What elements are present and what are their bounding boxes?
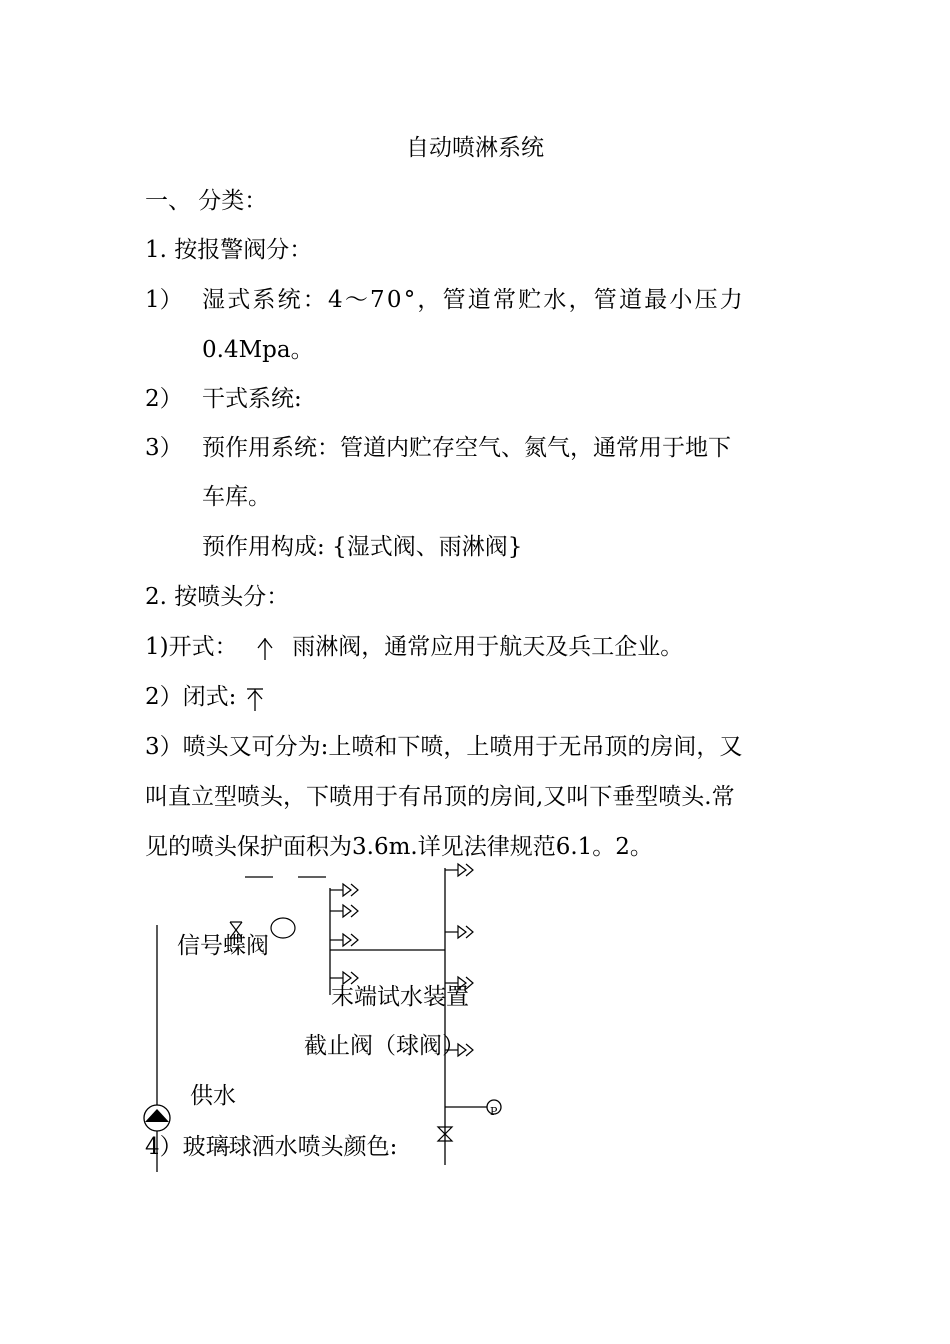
open-type-label: 1)开式：: [145, 634, 238, 660]
sprinkler-icon: [330, 934, 358, 946]
paragraph-3-line2: 叫直立型喷头，下喷用于有吊顶的房间,又叫下垂型喷头.常: [145, 784, 735, 810]
subheading-by-alarm-valve: 1. 按报警阀分：: [145, 237, 313, 263]
item-preaction-composition: 预作用构成: {湿式阀、雨淋阀}: [202, 534, 523, 560]
item-number-1: 1）: [145, 287, 183, 313]
item-dry-system: 干式系统:: [202, 386, 302, 412]
sprinkler-icon: [330, 905, 358, 917]
sprinkler-icon: [330, 884, 358, 896]
sprinkler-icon: [330, 972, 358, 984]
closed-type-label: 2）闭式:: [145, 684, 237, 710]
section-heading-classification: 一、 分类：: [145, 188, 268, 214]
label-water-supply: 供水: [190, 1083, 236, 1109]
item-number-3: 3）: [145, 435, 183, 461]
sprinkler-icon: [445, 864, 473, 876]
item-wet-system-line2: 0.4Mpa。: [202, 337, 314, 363]
open-type-text: 雨淋阀，通常应用于航天及兵工企业。: [292, 634, 684, 660]
item-wet-system-line1: 湿式系统：4～70°，管道常贮水，管道最小压力: [202, 287, 745, 313]
label-stop-valve: 截止阀（球阀）: [304, 1033, 465, 1059]
item-preaction-line2: 车库。: [202, 484, 271, 510]
paragraph-3-line3: 见的喷头保护面积为3.6m.详见法律规范6.1。2。: [145, 834, 653, 860]
item-number-2: 2）: [145, 386, 183, 412]
label-end-test-device: 末端试水装置: [331, 984, 469, 1010]
water-pump-icon: [144, 1105, 170, 1131]
signal-indicator-icon: [271, 918, 295, 938]
label-pressure-gauge: P: [490, 1105, 498, 1118]
subheading-by-sprinkler: 2. 按喷头分：: [145, 584, 290, 610]
paragraph-3-line1: 3）喷头又可分为:上喷和下喷，上喷用于无吊顶的房间，又: [145, 734, 743, 760]
label-signal-butterfly-valve: 信号蝶阀: [177, 933, 269, 959]
page-title: 自动喷淋系统: [406, 135, 544, 161]
item-preaction-line1: 预作用系统：管道内贮存空气、氮气，通常用于地下: [202, 435, 731, 461]
paragraph-4: 4）玻璃球洒水喷头颜色:: [145, 1134, 398, 1160]
sprinkler-icon: [445, 926, 473, 938]
